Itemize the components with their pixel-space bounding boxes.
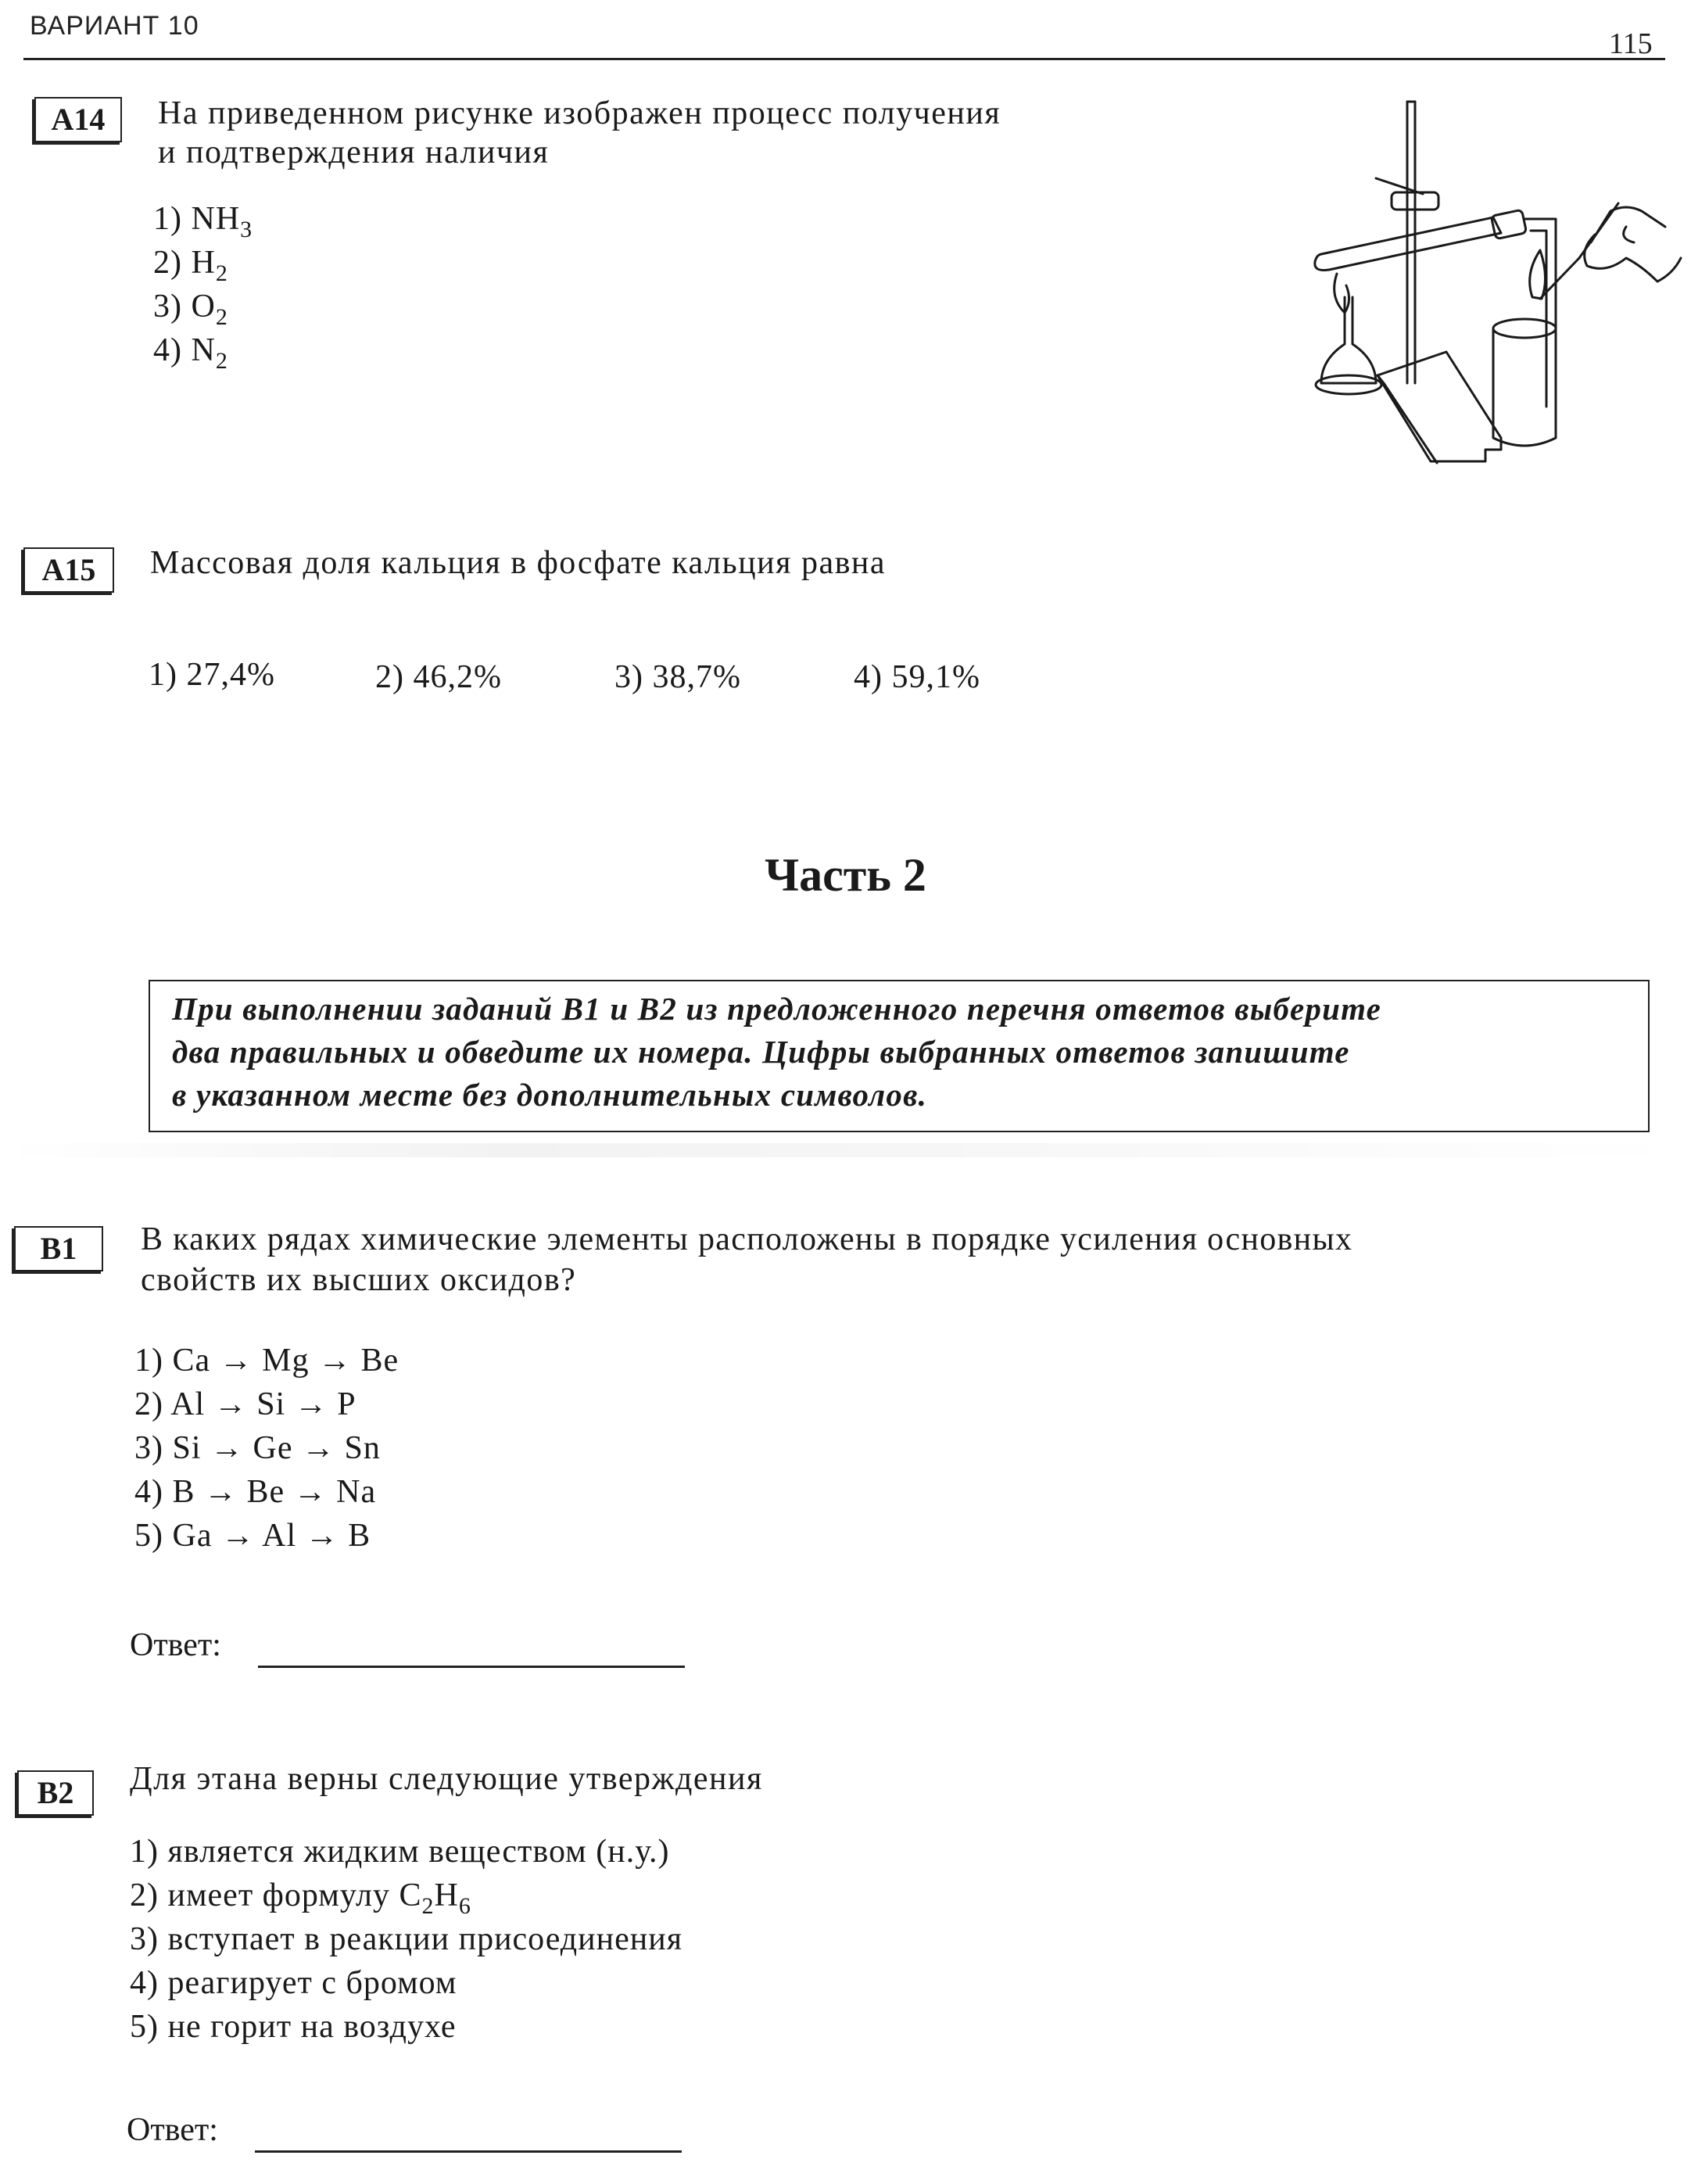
- question-label-b2: В2: [17, 1770, 94, 1816]
- page-number: 115: [1609, 27, 1653, 60]
- a14-question-line2: и подтверждения наличия: [158, 134, 550, 170]
- part-title: Часть 2: [765, 849, 926, 901]
- header-divider: [23, 58, 1665, 60]
- b2-option-1[interactable]: 1) является жидким веществом (н.у.): [130, 1834, 670, 1870]
- instruction-box: [149, 980, 1650, 1132]
- b1-option-2[interactable]: 2) Al → Si → P: [134, 1386, 356, 1422]
- variant-title: ВАРИАНТ 10: [30, 11, 199, 41]
- a14-option-4[interactable]: 4) $N_2$: [153, 332, 228, 374]
- question-label-a15: А15: [23, 547, 114, 593]
- question-label-b1: В1: [14, 1226, 103, 1271]
- b1-option-5[interactable]: 5) Ga → Al → B: [134, 1518, 371, 1554]
- b2-answer-field[interactable]: [255, 2150, 682, 2153]
- b1-question-line1: В каких рядах химические элементы расположены в порядке усиления основных: [141, 1221, 1353, 1257]
- b2-option-4[interactable]: 4) реагирует с бромом: [130, 1965, 457, 2001]
- instruction-line-2: два правильных и обведите их номера. Цифры выбранных ответов запишите: [172, 1034, 1350, 1070]
- scan-smudge: [0, 1143, 1691, 1157]
- a14-options: [153, 197, 253, 372]
- a15-question: Массовая доля кальция в фосфате кальция равна: [150, 545, 887, 581]
- a14-question-line1: На приведенном рисунке изображен процесс получения: [158, 95, 1001, 131]
- question-label-a14: А14: [34, 97, 122, 142]
- b1-option-1[interactable]: 1) Ca → Mg → Be: [134, 1343, 399, 1379]
- b1-question-line2: свойств их высших оксидов?: [141, 1262, 577, 1298]
- b2-question: Для этана верны следующие утверждения: [130, 1761, 763, 1797]
- b2-option-3[interactable]: 3) вступает в реакции присоединения: [130, 1921, 683, 1957]
- b1-option-4[interactable]: 4) B → Be → Na: [134, 1474, 377, 1510]
- a14-option-2[interactable]: 2) $H_2$: [153, 245, 228, 286]
- a14-option-3[interactable]: 3) $O_2$: [153, 289, 228, 330]
- a15-option-2[interactable]: 2) 46,2%: [375, 659, 502, 695]
- b1-option-3[interactable]: 3) Si → Ge → Sn: [134, 1430, 381, 1466]
- b2-option-2[interactable]: 2) имеет формулу $C_2H_6$: [130, 1877, 471, 1919]
- b2-options: [130, 1830, 682, 2049]
- b2-answer-label: Ответ:: [127, 2112, 218, 2148]
- a14-option-1[interactable]: 1) $NH_3$: [153, 201, 253, 242]
- b1-answer-field[interactable]: [258, 1666, 685, 1668]
- lab-apparatus-icon: [1298, 94, 1689, 469]
- a15-option-4[interactable]: 4) 59,1%: [854, 659, 980, 695]
- a15-option-1[interactable]: 1) 27,4%: [149, 657, 275, 693]
- instruction-line-1: При выполнении заданий В1 и В2 из предложенного перечня ответов выберите: [172, 991, 1382, 1027]
- a15-option-3[interactable]: 3) 38,7%: [614, 659, 741, 695]
- b2-option-5[interactable]: 5) не горит на воздухе: [130, 2009, 457, 2045]
- instruction-line-3: в указанном месте без дополнительных символов.: [172, 1077, 928, 1113]
- b1-options: [134, 1339, 399, 1558]
- b1-answer-label: Ответ:: [130, 1627, 221, 1663]
